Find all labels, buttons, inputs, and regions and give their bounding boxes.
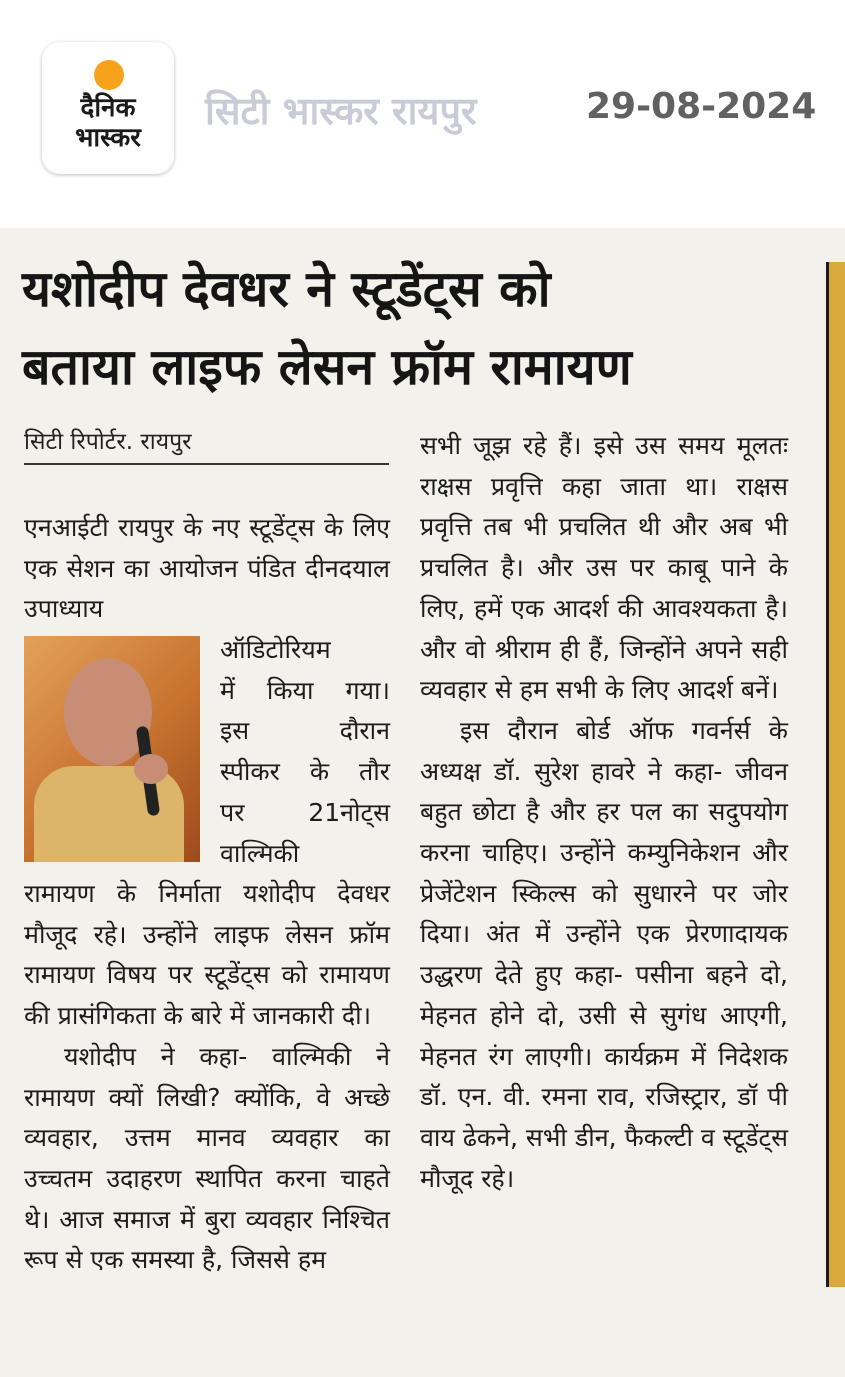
byline-divider <box>24 463 389 465</box>
intro-paragraph: एनआईटी रायपुर के नए स्टूडेंट्स के लिए एक सेशन का आयोजन पंडित दीनदयाल उपाध्याय <box>24 513 390 624</box>
speaker-photo <box>24 636 200 862</box>
adjacent-article-strip <box>826 262 845 1287</box>
logo-text-line2: भास्कर <box>75 123 141 153</box>
page-header <box>0 0 845 215</box>
after-photo-paragraph: रामायण के निर्माता यशोदीप देवधर मौजूद रहे। उन्होंने लाइफ लेसन फ्रॉम रामायण विषय पर स्टूडेंट्स को रामायण की प्रासंगिकता के बारे में जानकारी दी। <box>24 879 390 1031</box>
article-headline <box>22 250 812 406</box>
dainik-bhaskar-logo[interactable] <box>42 42 174 174</box>
beside-line: ऑडिटोरियम <box>220 635 331 664</box>
right-column-body <box>420 426 788 1199</box>
photo-hand-shape <box>134 754 168 784</box>
edition-name: सिटी भास्कर रायपुर <box>205 89 477 133</box>
left-column-body <box>24 874 390 1281</box>
left-paragraph-2: यशोदीप ने कहा- वाल्मिकी ने रामायण क्यों लिखी? क्योंकि, वे अच्छे व्यवहार, उत्तम मानव व्यवहार का उच्चतम उदाहरण स्थापित करना चाहते थे। आज समाज में बुरा व्यवहार निश्चित रूप से एक समस्या है, जिससे हम <box>24 1041 390 1275</box>
headline-line-2: बताया लाइफ लेसन फ्रॉम रामायण <box>22 338 632 396</box>
sun-logo-icon <box>94 60 124 90</box>
right-paragraph-2: इस दौरान बोर्ड ऑफ गवर्नर्स के अध्यक्ष डॉ. सुरेश हावरे ने कहा- जीवन बहुत छोटा है और हर पल का सदुपयोग करना चाहिए। उन्होंने कम्युनिकेशन और प्रेजेंटेशन स्किल्स को सुधारने पर जोर दिया। अंत में उन्होंने एक प्रेरणादायक उद्धरण देते हुए कहा- पसीना बहने दो, मेहनत होने दो, उसी से सुगंध आएगी, मेहनत रंग लाएगी। कार्यक्रम में निदेशक डॉ. एन. वी. रमना राव, रजिस्ट्रार, डॉ पी वाय ढेकने, सभी डीन, फैकल्टी व स्टूडेंट्स मौजूद रहे। <box>420 715 788 1193</box>
beside-line: स्पीकर के तौर <box>220 757 390 787</box>
edition-date: 29-08-2024 <box>586 86 817 127</box>
beside-line: इस दौरान <box>220 716 390 746</box>
headline-line-1: यशोदीप देवधर ने स्टूडेंट्स को <box>22 260 551 318</box>
beside-line: वाल्मिकी <box>220 838 300 868</box>
beside-photo-text <box>220 630 390 874</box>
right-paragraph-1: सभी जूझ रहे हैं। इसे उस समय मूलतः राक्षस प्रवृत्ति कहा जाता था। राक्षस प्रवृत्ति तब भी प्रचलित थी और अब भी प्रचलित है। और उस पर काबू पाने के लिए, हमें एक आदर्श की आवश्यकता है। और वो श्रीराम ही हैं, जिन्होंने अपने सही व्यवहार से हम सभी के लिए आदर्श बनें। <box>420 431 788 705</box>
byline: सिटी रिपोर्टर. रायपुर <box>24 429 192 455</box>
beside-line: में किया गया। <box>220 675 390 705</box>
left-column-intro <box>24 508 390 630</box>
beside-line: पर 21नोट्स <box>220 797 390 827</box>
logo-text-line1: दैनिक <box>80 93 136 123</box>
